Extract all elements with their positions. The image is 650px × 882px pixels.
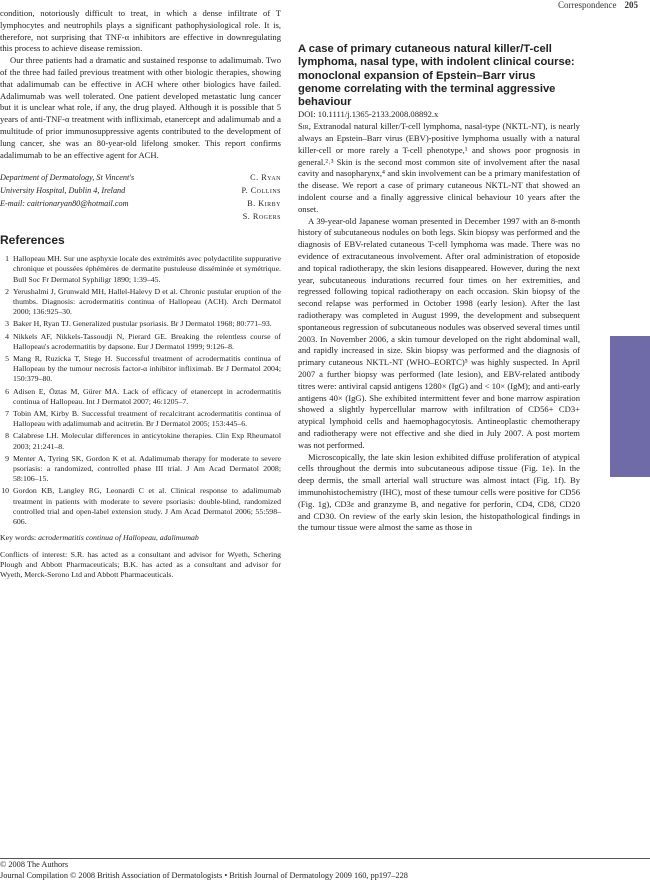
reference-number: 1: [5, 254, 9, 264]
reference-item: [0, 431, 281, 451]
footer-journal: Journal Compilation © 2008 British Association of Dermatologists • British Journal of Dermatology 2009 160, pp197–228: [0, 871, 408, 880]
author-name: P. Collins: [241, 186, 281, 196]
author-name: S. Rogers: [242, 212, 281, 222]
affiliation-row: [0, 184, 281, 197]
right-column: [298, 43, 580, 534]
section-side-tab: [610, 336, 650, 477]
reference-number: 5: [5, 353, 9, 363]
salutation: Sir,: [298, 121, 311, 132]
references-heading: References: [0, 233, 65, 248]
body-paragraph: [298, 121, 580, 215]
reference-text: Gordon KB, Langley RG, Leonardi C et al. Clinical response to adalimumab treatment in patients with moderate to severe psoriasis: double-blind, randomized controlled trial and open-label extension study. J Am Acad Dermatol 2006; 55:598–606.: [13, 486, 281, 527]
affiliation-text: Department of Dermatology, St Vincent's: [0, 173, 135, 183]
author-email: E-mail: caitrionaryan80@hotmail.com: [0, 199, 129, 209]
reference-number: 9: [5, 453, 9, 463]
keywords-label: Key words:: [0, 533, 37, 543]
doi: DOI: 10.1111/j.1365-2133.2008.08892.x: [298, 109, 439, 120]
reference-item: [0, 254, 281, 285]
left-column: [0, 8, 281, 581]
reference-number: 6: [5, 386, 9, 396]
reference-item: [0, 387, 281, 407]
reference-number: 7: [5, 409, 9, 418]
affiliation-row: [0, 210, 281, 223]
reference-text: Hallopeau MH. Sur une asphyxie locale des extrémités avec polydactilite suppurative chronique et poussées éphémères de dermatite pustuleuse disséminée et symétrique. Bull Soc Fr Dermatol Syphiligr 1890; 1:39–45.: [13, 254, 281, 284]
running-header: [558, 0, 638, 10]
reference-item: [0, 354, 281, 385]
reference-text: Nikkels AF, Nikkels-Tassoudji N, Pierard GE. Breaking the relentless course of Hallopeau's acrodermatitis by dapsone. Eur J Dermatol 1999; 9:126–8.: [13, 331, 281, 351]
body-paragraph: A 39-year-old Japanese woman presented in December 1997 with an 8-month history of subcutaneous nodules on both legs. Skin biopsy was performed and the diagnosis of EBV-related cutaneous T-cell lymphoma was made. There was no evidence of extracutaneous involvement. After oral administration of etoposide and topical radiotherapy, the skin lesions disappeared. However, during the next year, subcutaneous indurations recurred four times on her extremities, and regressed following topical radiotherapy on each occasion. Skin biopsy of the second relapse was performed in October 1998 (early lesion). After the last radiotherapy was completed in August 1999, the development and subsequent spontaneous regression of subcutaneous nodules was observed several times until 2003. In November 2006, a skin tumour developed on the right abdominal wall, and rapidly increased in size. Skin biopsy was performed and the diagnosis of primary cutaneous NKTL-NT (WHO–EORTC)⁵ was highly suspected. In April 2007 a further biopsy was performed (late lesion), and EBV-related antibody titres were: antiviral capsid antigens 1280× (IgG) and < 10× (IgM); and anti-early antigens 40× (IgG). She exhibited intermittent fever and bone marrow aspiration showed a slightly hypercellular marrow with infiltration of CD56+ CD3+ atypical lymphoid cells and haemophagocytosis. Antineoplastic chemotherapy and radiotherapy were not effective and she died in July 2007. A post mortem was not performed.: [298, 215, 580, 450]
reference-text: Tobin AM, Kirby B. Successful treatment of recalcitrant acrodermatitis continua of Hallopeau with adalimumab and acitretin. Br J Dermatol 2005; 153:445–6.: [13, 409, 281, 429]
reference-item: [0, 486, 281, 527]
body-paragraph: condition, notoriously difficult to treat, in which a dense infiltrate of T lymphocytes and neutrophils plays a significant pathophysiological role. It is, therefore, not surprising that TNF-α inhibitors are effective in downregulating this process to achieve disease remission.: [0, 8, 281, 54]
section-label: Correspondence: [558, 0, 617, 10]
page-number: 205: [624, 0, 638, 10]
reference-text: Calabrese LH. Molecular differences in anticytokine therapies. Clin Exp Rheumatol 2003; 21:241–8.: [13, 431, 281, 451]
reference-number: 2: [5, 286, 9, 296]
conflicts-of-interest: Conflicts of interest: S.R. has acted as a consultant and advisor for Wyeth, Schering Plough and Abbott Pharmaceuticals; B.K. has acted as a consultant and advisor for Wyeth, Merck-Serono Ltd and Abbott Pharmaceuticals.: [0, 550, 281, 580]
reference-number: 4: [5, 331, 9, 341]
reference-text: Baker H, Ryan TJ. Generalized pustular psoriasis. Br J Dermatol 1968; 80:771–93.: [13, 319, 272, 329]
author-name: C. Ryan: [250, 173, 281, 183]
affiliation-row: [0, 171, 281, 184]
reference-item: [0, 454, 281, 485]
author-name: B. Kirby: [247, 199, 281, 209]
keywords: [0, 532, 281, 544]
reference-number: 10: [1, 486, 9, 496]
reference-text: Yerushalmi J, Grunwald MH, Hallel-Halevy D et al. Chronic pustular eruption of the thumbs. Diagnosis: acrodermatitis continua of Hallopeau (ACH). Arch Dermatol 2000; 136:925–30.: [13, 286, 281, 317]
reference-text: Adisen E, Öztas M, Gürer MA. Lack of efficacy of etanercept in acrodermatitis continua of Hallopeau. Int J Dermatol 2007; 46:1205–7.: [13, 386, 281, 406]
reference-item: [0, 409, 281, 429]
affiliation-text: University Hospital, Dublin 4, Ireland: [0, 186, 126, 196]
reference-number: 8: [5, 431, 9, 441]
reference-list: [0, 254, 281, 527]
body-paragraph: Our three patients had a dramatic and sustained response to adalimumab. Two of the three had failed previous treatment with other biologic therapies, showing that adalimumab can be effective in ACH where other biologics have failed. Adalimumab was well tolerated. One patient developed metastatic lung cancer but it is unclear what role, if any, the drug played. Although it is possible that 5 years of anti-TNF-α treatment with infliximab, etanercept and adalimumab and a multitude of prior immunosuppressive agents contributed to the development of lung cancer, she was an 80-year-old lifelong smoker. This report confirms adalimumab to be an effective agent for ACH.: [0, 55, 281, 160]
author-affiliation: [0, 171, 281, 223]
keywords-text: acrodermatitis continua of Hallopeau, adalimumab: [38, 533, 199, 543]
affiliation-row: [0, 197, 281, 210]
footer-copyright: © 2008 The Authors: [0, 860, 69, 869]
reference-item: [0, 287, 281, 318]
footer-divider: [0, 858, 650, 859]
article-title: A case of primary cutaneous natural killer/T-cell lymphoma, nasal type, with indolent clinical course: monoclonal expansion of Epstein–Barr virus genome correlating with the terminal aggressive behaviour: [298, 43, 575, 109]
body-paragraph: Microscopically, the late skin lesion exhibited diffuse proliferation of atypical cells throughout the dermis into subcutaneous adipose tissue (Fig. 1e). In the deep dermis, the small arterial wall structure was almost intact (Fig. 1f). By immunohistochemistry (IHC), most of these tumour cells were positive for CD56 (Fig. 1g), CD3ε and granzyme B, and negative for perforin, CD4, CD8, CD20 and CD30. On review of the early skin lesion, the histopathological findings in the tumour tissue were almost the same as those in: [298, 451, 580, 533]
reference-number: 3: [5, 319, 9, 329]
body-text: Extranodal natural killer/T-cell lymphoma, nasal-type (NKTL-NT), is nearly always an Epstein–Barr virus (EBV)-positive lymphoma usually with a natural killer-cell or more rarely a T-cell phenotype,¹ and shows poor prognosis in general.²˒³ Skin is the second most common site of involvement after the nasal cavity and nasopharynx,⁴ and skin involvement can be a primary manifestation of the disease. We report a case of primary cutaneous NKTL-NT that showed an indolent course and a finally aggressive clinical behaviour 10 years after the onset.: [298, 121, 580, 214]
reference-item: [0, 319, 281, 329]
reference-item: [0, 332, 281, 352]
reference-text: Menter A, Tyring SK, Gordon K et al. Adalimumab therapy for moderate to severe psoriasis: a randomized, controlled phase III trial. J Am Acad Dermatol 2008; 58:106–15.: [13, 453, 281, 484]
reference-text: Mang R, Ruzicka T, Stege H. Successful treatment of acrodermatitis continua of Hallopeau by the tumour necrosis factor-α inhibitor infliximab. Br J Dermatol 2004; 150:379–80.: [13, 353, 281, 384]
